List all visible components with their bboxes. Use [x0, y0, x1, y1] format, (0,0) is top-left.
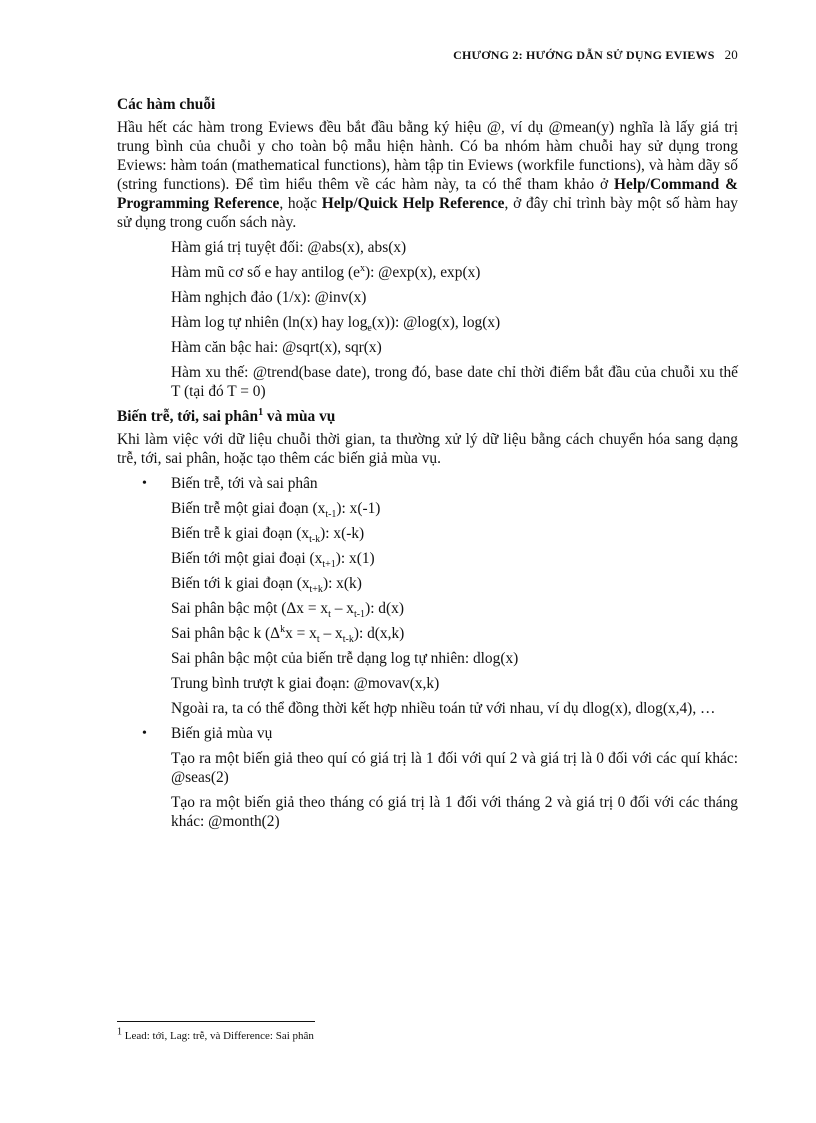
lag-intro-paragraph: Khi làm việc với dữ liệu chuỗi thời gian, ta thường xử lý dữ liệu bằng cách chuyển hóa sang dạng trễ, tới, sai phân, hoặc tạo thêm các biến giả mùa vụ.	[117, 431, 738, 467]
exp-text-2: ): @exp(x), exp(x)	[364, 264, 481, 281]
intro-text-3: , ở đây chỉ trình bày một số hàm hay sử dụng trong cuốn sách này.	[117, 195, 738, 231]
bullet-seasonal-dummy	[142, 724, 738, 743]
page-number: 20	[724, 47, 738, 62]
bullet-label: Biến giả mùa vụ	[171, 725, 273, 742]
t: ): d(x)	[365, 600, 404, 617]
month-line: Tạo ra một biến giả theo tháng có giá trị là 1 đối với tháng 2 và giá trị 0 đối với các tháng khác: @month(2)	[171, 794, 738, 830]
sub: t-1	[325, 509, 337, 521]
exp-sup: x	[359, 262, 365, 274]
chapter-title: CHƯƠNG 2: HƯỚNG DẪN SỬ DỤNG EVIEWS	[453, 48, 715, 62]
exp-text: Hàm mũ cơ số e hay antilog (e	[171, 264, 360, 281]
t: x = x	[285, 625, 317, 642]
lead-one	[171, 549, 738, 571]
t: Biến tới một giai đoại (x	[171, 550, 323, 567]
t: ): x(1)	[335, 550, 375, 567]
page-body	[117, 95, 738, 831]
footnote-mark: 1	[117, 1026, 122, 1038]
t: ): x(k)	[322, 575, 362, 592]
sub: t-1	[353, 609, 366, 621]
intro-text-2: , hoặc	[279, 195, 322, 212]
function-sqrt: Hàm căn bậc hai: @sqrt(x), sqr(x)	[171, 339, 382, 356]
section-heading-lag-lead	[117, 407, 738, 426]
function-exp	[171, 263, 738, 282]
sub: t	[316, 634, 320, 646]
seas-line: Tạo ra một biến giả theo quí có giá trị là 1 đối với quí 2 và giá trị là 0 đối với các quí khác: @seas(2)	[171, 750, 738, 786]
sub: t-k	[342, 634, 354, 646]
footnote-separator	[117, 1021, 315, 1022]
function-inv: Hàm nghịch đảo (1/x): @inv(x)	[171, 289, 367, 306]
difference-k	[171, 623, 738, 646]
sub: t+1	[322, 559, 336, 571]
movav-line: Trung bình trượt k giai đoạn: @movav(x,k)	[171, 675, 440, 692]
running-header	[453, 47, 738, 63]
log-text: Hàm log tự nhiên (ln(x) hay log	[171, 314, 368, 331]
footnote	[117, 1026, 314, 1042]
function-log	[171, 313, 738, 335]
bullet-lag-lead-diff	[142, 474, 738, 493]
t: – x	[319, 625, 343, 642]
sup: k	[280, 623, 286, 635]
t: – x	[330, 600, 354, 617]
difference-one	[171, 599, 738, 621]
lag-one	[171, 499, 738, 521]
lead-k	[171, 574, 738, 596]
bullet-icon: •	[142, 726, 147, 741]
section-heading-series-functions: Các hàm chuỗi	[117, 96, 216, 113]
intro-paragraph	[117, 118, 738, 232]
sub: t+k	[309, 584, 323, 596]
function-abs: Hàm giá trị tuyệt đối: @abs(x), abs(x)	[171, 239, 407, 256]
heading-text: Biến trễ, tới, sai phân	[117, 408, 259, 425]
dlog-line: Sai phân bậc một của biến trễ dạng log tự nhiên: dlog(x)	[171, 650, 519, 667]
t: ): x(-1)	[336, 500, 381, 517]
function-trend: Hàm xu thế: @trend(base date), trong đó, base date chỉ thời điểm bắt đầu của chuỗi xu thế T (tại đó T = 0)	[171, 364, 738, 400]
t: Sai phân bậc k (Δ	[171, 625, 281, 642]
intro-text: Hầu hết các hàm trong Eviews đều bắt đầu bằng ký hiệu @, ví dụ @mean(y) nghĩa là lấy giá trị trung bình của chuỗi y cho toàn bộ mẫu hiện hành. Có ba nhóm hàm chuỗi hay sử dụng trong Eviews: hàm toán (mathematical functions), hàm tập tin Eviews (workfile functions), và hàm dãy số (string functions). Để tìm hiểu thêm về các hàm này, ta có thể tham khảo ở	[117, 119, 738, 193]
t: Biến trễ một giai đoạn (x	[171, 500, 326, 517]
bullet-label: Biến trễ, tới và sai phân	[171, 475, 318, 492]
help-reference-1: Help/Command & Programming Reference	[117, 176, 738, 212]
bullet-icon: •	[142, 476, 147, 491]
log-sub: e	[367, 323, 372, 335]
log-text-2: (x)): @log(x), log(x)	[371, 314, 501, 331]
t: ): d(x,k)	[353, 625, 405, 642]
heading-text-2: và mùa vụ	[263, 408, 336, 425]
t: ): x(-k)	[320, 525, 365, 542]
sub: t	[328, 609, 331, 621]
lag-k	[171, 524, 738, 546]
footnote-text: Lead: tới, Lag: trễ, và Difference: Sai phân	[122, 1030, 314, 1042]
footnote-ref: 1	[258, 406, 264, 418]
t: Sai phân bậc một (Δx = x	[171, 600, 329, 617]
sub: t-k	[309, 534, 321, 546]
help-reference-2: Help/Quick Help Reference	[321, 195, 505, 212]
t: Biến trễ k giai đoạn (x	[171, 525, 310, 542]
t: Biến tới k giai đoạn (x	[171, 575, 310, 592]
combine-line: Ngoài ra, ta có thể đồng thời kết hợp nhiều toán tử với nhau, ví dụ dlog(x), dlog(x,4), …	[171, 700, 716, 717]
